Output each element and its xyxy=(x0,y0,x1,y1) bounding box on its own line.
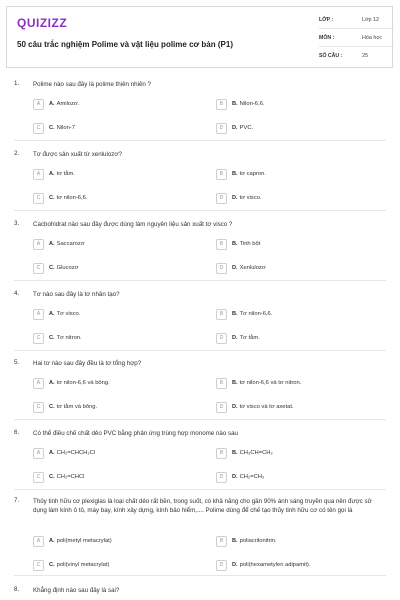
option-c[interactable] xyxy=(33,471,84,483)
option-letter: B. xyxy=(232,241,238,247)
option-a[interactable] xyxy=(33,535,112,547)
option-box: B xyxy=(216,448,227,459)
option-letter: C. xyxy=(49,125,55,131)
question-divider xyxy=(14,419,386,420)
option-box: B xyxy=(216,169,227,180)
option-letter: C. xyxy=(49,335,55,341)
option-a[interactable] xyxy=(33,447,95,459)
question-text: Tơ nào sau đây là tơ nhân tạo? xyxy=(33,291,120,298)
meta-count-row xyxy=(319,47,394,65)
option-box: C xyxy=(33,193,44,204)
option-text: poli(vinyl metacrylat) xyxy=(56,562,110,568)
option-text: tơ nilon-6,6 và bông. xyxy=(56,380,110,386)
option-box: A xyxy=(33,99,44,110)
option-a[interactable] xyxy=(33,377,110,389)
option-box: A xyxy=(33,169,44,180)
option-text: tơ tằm và bông. xyxy=(56,404,98,410)
quiz-header xyxy=(6,6,393,68)
option-box: A xyxy=(33,378,44,389)
option-letter: A. xyxy=(49,380,55,386)
option-c[interactable] xyxy=(33,262,78,274)
question-divider xyxy=(14,350,386,351)
option-text: poli(metyl metacrylat) xyxy=(56,538,112,544)
option-letter: B. xyxy=(232,450,238,456)
option-box: D xyxy=(216,193,227,204)
option-c[interactable] xyxy=(33,332,82,344)
question-text: Có thể điều chế chất dẻo PVC bằng phản ứng trùng hợp monome nào sau xyxy=(33,430,238,437)
option-letter: A. xyxy=(49,241,55,247)
option-text: Nilon-7 xyxy=(56,125,75,131)
meta-label: LỚP : xyxy=(319,17,334,23)
question-text: Hai tơ nào sau đây đều là tơ tổng hợp? xyxy=(33,360,142,367)
meta-label: MÔN : xyxy=(319,35,335,41)
question-number: 6. xyxy=(14,429,20,436)
question-number: 2. xyxy=(14,150,20,157)
option-text: tơ capron. xyxy=(239,171,266,177)
option-letter: D. xyxy=(232,562,238,568)
option-text: PVC. xyxy=(239,125,254,131)
option-letter: A. xyxy=(49,450,55,456)
option-d[interactable] xyxy=(216,262,266,274)
option-box: B xyxy=(216,239,227,250)
option-letter: D. xyxy=(232,265,238,271)
option-box: D xyxy=(216,472,227,483)
option-box: C xyxy=(33,472,44,483)
option-letter: B. xyxy=(232,171,238,177)
option-c[interactable] xyxy=(33,401,97,413)
option-box: B xyxy=(216,536,227,547)
option-text: CH₂=CHCl xyxy=(56,474,85,480)
option-a[interactable] xyxy=(33,238,85,250)
question-divider xyxy=(14,210,386,211)
option-d[interactable] xyxy=(216,332,260,344)
question-text: Khẳng định nào sau đây là sai? xyxy=(33,587,120,594)
option-text: Nilon-6,6. xyxy=(239,101,265,107)
option-d[interactable] xyxy=(216,401,294,413)
question-divider xyxy=(14,575,386,576)
question-number: 5. xyxy=(14,359,20,366)
question-divider xyxy=(14,280,386,281)
option-b[interactable] xyxy=(216,447,273,459)
option-box: B xyxy=(216,378,227,389)
option-a[interactable] xyxy=(33,308,80,320)
option-b[interactable] xyxy=(216,168,266,180)
option-text: tơ nilon-6,6 và tơ nitron. xyxy=(239,380,302,386)
option-letter: B. xyxy=(232,311,238,317)
option-box: D xyxy=(216,123,227,134)
option-a[interactable] xyxy=(33,168,75,180)
option-text: tơ visco. xyxy=(239,195,262,201)
option-text: Tơ tằm. xyxy=(239,335,260,341)
option-d[interactable] xyxy=(216,192,261,204)
option-text: poli(hexametylen adipamit). xyxy=(239,562,311,568)
meta-value: 25 xyxy=(362,53,368,59)
question-number: 4. xyxy=(14,290,20,297)
question-number: 8. xyxy=(14,586,20,593)
option-letter: A. xyxy=(49,171,55,177)
option-letter: C. xyxy=(49,195,55,201)
option-letter: D. xyxy=(232,335,238,341)
option-text: Glucozơ xyxy=(56,265,79,271)
option-letter: A. xyxy=(49,311,55,317)
page-title: 50 câu trắc nghiệm Polime và vật liệu polime cơ bản (P1) xyxy=(17,40,233,49)
option-letter: B. xyxy=(232,538,238,544)
meta-value: Lớp 12 xyxy=(362,17,380,23)
option-letter: A. xyxy=(49,101,55,107)
option-letter: C. xyxy=(49,404,55,410)
option-b[interactable] xyxy=(216,377,301,389)
option-box: C xyxy=(33,560,44,571)
quiz-meta xyxy=(319,11,394,65)
option-letter: C. xyxy=(49,474,55,480)
option-text: CH₂=CH₂ xyxy=(239,474,265,480)
option-c[interactable] xyxy=(33,559,109,571)
option-box: A xyxy=(33,239,44,250)
question-text: Cacbohidrat nào sau đây được dùng làm nguyên liệu sản xuất tơ visco ? xyxy=(33,221,233,228)
option-letter: C. xyxy=(49,562,55,568)
option-text: Tơ nitron. xyxy=(56,335,82,341)
option-letter: D. xyxy=(232,404,238,410)
option-box: B xyxy=(216,99,227,110)
question-text: Polime nào sau đây là polime thiên nhiên ? xyxy=(33,81,151,88)
question-text: Tơ được sản xuất từ xenlulozơ? xyxy=(33,151,122,158)
option-text: Xenlulozơ xyxy=(239,265,266,271)
option-box: D xyxy=(216,333,227,344)
option-text: Saccarozơ xyxy=(56,241,85,247)
meta-label: SỐ CÂU : xyxy=(319,53,343,59)
option-text: CH₂=CHCH₂Cl xyxy=(56,450,96,456)
option-text: Amilozơ. xyxy=(56,101,80,107)
option-b[interactable] xyxy=(216,308,272,320)
option-c[interactable] xyxy=(33,192,87,204)
option-box: A xyxy=(33,309,44,320)
option-text: tơ visco và tơ axetat. xyxy=(239,404,294,410)
option-c[interactable] xyxy=(33,122,75,134)
option-text: Tơ nilon-6,6. xyxy=(239,311,273,317)
meta-value: Hóa học xyxy=(362,35,383,41)
question-divider xyxy=(14,489,386,490)
option-letter: C. xyxy=(49,265,55,271)
option-text: CH₃CH=CH₂ xyxy=(239,450,273,456)
option-d[interactable] xyxy=(216,559,310,571)
option-box: C xyxy=(33,263,44,274)
option-b[interactable] xyxy=(216,238,260,250)
option-box: D xyxy=(216,402,227,413)
option-b[interactable] xyxy=(216,535,277,547)
option-d[interactable] xyxy=(216,471,264,483)
question-number: 7. xyxy=(14,497,20,504)
option-box: A xyxy=(33,536,44,547)
option-text: tơ tằm. xyxy=(56,171,75,177)
question-number: 3. xyxy=(14,220,20,227)
option-text: Tinh bột xyxy=(239,241,261,247)
question-number: 1. xyxy=(14,80,20,87)
option-d[interactable] xyxy=(216,122,253,134)
quizizz-logo: QUIZIZZ xyxy=(17,16,68,30)
question-divider xyxy=(14,140,386,141)
option-letter: A. xyxy=(49,538,55,544)
option-letter: D. xyxy=(232,125,238,131)
option-box: B xyxy=(216,309,227,320)
option-box: A xyxy=(33,448,44,459)
meta-class-row xyxy=(319,11,394,29)
question-text: Thủy tinh hữu cơ plexiglas là loại chất dẻo rất bền, trong suốt, có khả năng cho gần 90% ánh sáng truyền qua nên được sử dụng làm kính ô tô, máy bay, kính xây dựng, kính bảo hiểm,.... Polime dùng để chế tạo thủy tinh hữu cơ có tên gọi là xyxy=(33,498,372,514)
option-box: D xyxy=(216,560,227,571)
option-b[interactable] xyxy=(216,98,264,110)
option-box: D xyxy=(216,263,227,274)
meta-subject-row xyxy=(319,29,394,47)
option-letter: D. xyxy=(232,474,238,480)
option-text: tơ nilon-6,6. xyxy=(56,195,88,201)
option-text: poliacrilonitrin. xyxy=(239,538,277,544)
option-a[interactable] xyxy=(33,98,79,110)
option-box: C xyxy=(33,333,44,344)
option-text: Tơ visco. xyxy=(56,311,81,317)
option-letter: B. xyxy=(232,101,238,107)
option-box: C xyxy=(33,123,44,134)
option-letter: D. xyxy=(232,195,238,201)
option-letter: B. xyxy=(232,380,238,386)
option-box: C xyxy=(33,402,44,413)
